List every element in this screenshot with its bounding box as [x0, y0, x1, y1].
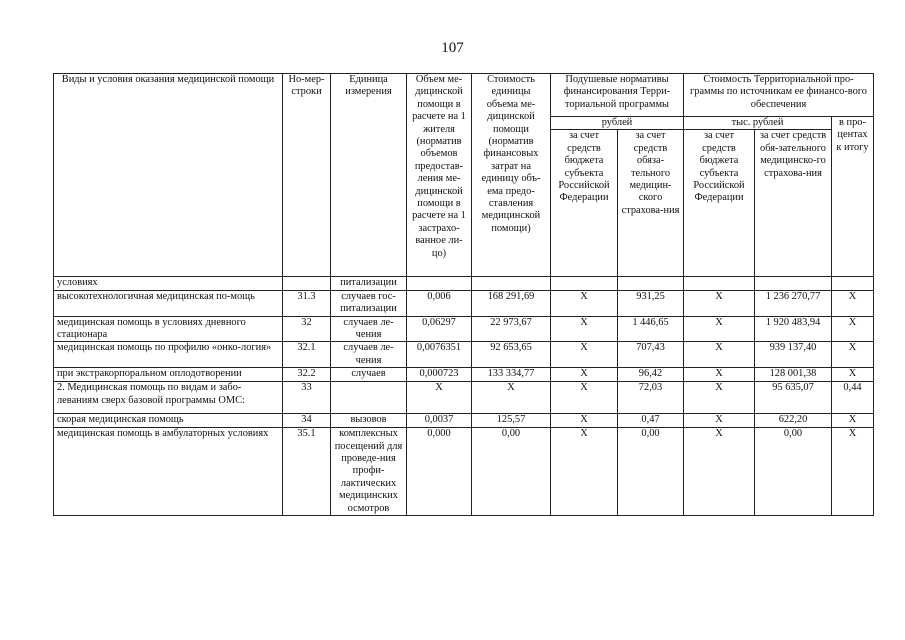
cell-percent: X: [832, 428, 874, 516]
cell-prc-oms: 95 635,07: [755, 382, 832, 414]
cell-percent: X: [832, 316, 874, 342]
cell-unit: питализации: [331, 277, 407, 290]
cell-cost: 22 973,67: [472, 316, 551, 342]
cell-pc-budget: X: [551, 414, 618, 428]
cell-volume: 0,000723: [407, 368, 472, 382]
cell-pc-budget: X: [551, 316, 618, 342]
header-volume: Объем ме-дицинской помощи в расчете на 1 жителя (норматив объемов предостав-ления ме-дицинской помощи в расчете на 1 застрахо-ванное ли-цо): [407, 74, 472, 277]
cell-cost: 92 653,65: [472, 342, 551, 368]
cell-kind: при экстракорпоральном оплодотворении: [54, 368, 283, 382]
cell-prc-budget: X: [684, 316, 755, 342]
cell-pc-oms: [618, 277, 684, 290]
cell-cost: 0,00: [472, 428, 551, 516]
cell-kind: высокотехнологичная медицинская по-мощь: [54, 290, 283, 316]
cell-prc-oms: 1 920 483,94: [755, 316, 832, 342]
cell-unit: случаев гос-питализации: [331, 290, 407, 316]
header-row-no: Но-мер-строки: [283, 74, 331, 277]
cell-cost: X: [472, 382, 551, 414]
table-row: [54, 290, 874, 316]
cell-kind: условиях: [54, 277, 283, 290]
cell-unit: случаев ле-чения: [331, 342, 407, 368]
cell-kind: медицинская помощь в условиях дневного стационара: [54, 316, 283, 342]
cell-percent: X: [832, 342, 874, 368]
cell-prc-oms: 0,00: [755, 428, 832, 516]
cell-no: 35.1: [283, 428, 331, 516]
cell-cost: [472, 277, 551, 290]
cell-pc-oms: 1 446,65: [618, 316, 684, 342]
cell-pc-oms: 0,47: [618, 414, 684, 428]
cell-prc-oms: 939 137,40: [755, 342, 832, 368]
page-number: 107: [441, 40, 464, 56]
cell-pc-oms: 707,43: [618, 342, 684, 368]
cell-prc-budget: X: [684, 368, 755, 382]
cell-percent: 0,44: [832, 382, 874, 414]
cell-percent: X: [832, 290, 874, 316]
cell-unit: комплексных посещений для проведе-ния профи-лактических медицинских осмотров: [331, 428, 407, 516]
cell-volume: 0,0076351: [407, 342, 472, 368]
table-row: [54, 342, 874, 368]
header-percent: в про-центах к итогу: [832, 117, 874, 277]
table-row: [54, 382, 874, 414]
cell-prc-budget: X: [684, 414, 755, 428]
cell-unit: случаев ле-чения: [331, 316, 407, 342]
cell-pc-budget: X: [551, 368, 618, 382]
cell-cost: 133 334,77: [472, 368, 551, 382]
cell-pc-budget: [551, 277, 618, 290]
header-pc-budget: за счет средств бюджета субъекта Российской Федерации: [551, 130, 618, 277]
cell-pc-budget: X: [551, 382, 618, 414]
cell-pc-oms: 931,25: [618, 290, 684, 316]
header-prc-oms: за счет средств обя-зательного медицинско-го страхова-ния: [755, 130, 832, 277]
cell-no: 32: [283, 316, 331, 342]
cell-volume: 0,06297: [407, 316, 472, 342]
cell-volume: 0,000: [407, 428, 472, 516]
cell-prc-oms: 1 236 270,77: [755, 290, 832, 316]
cell-percent: X: [832, 368, 874, 382]
cell-unit: [331, 382, 407, 414]
table-row: [54, 428, 874, 516]
header-prc-budget: за счет средств бюджета субъекта Российской Федерации: [684, 130, 755, 277]
cell-unit: вызовов: [331, 414, 407, 428]
cell-kind: медицинская помощь в амбулаторных условиях: [54, 428, 283, 516]
cell-pc-oms: 0,00: [618, 428, 684, 516]
table-row: [54, 316, 874, 342]
cell-volume: [407, 277, 472, 290]
cell-no: [283, 277, 331, 290]
header-pc-oms: за счет средств обяза-тельного медицин-ского страхова-ния: [618, 130, 684, 277]
table-row: [54, 414, 874, 428]
cell-volume: 0,0037: [407, 414, 472, 428]
cell-no: 34: [283, 414, 331, 428]
cell-prc-oms: 622,20: [755, 414, 832, 428]
cell-kind: медицинская помощь по профилю «онко-логия»: [54, 342, 283, 368]
table-row: [54, 368, 874, 382]
cell-no: 32.1: [283, 342, 331, 368]
cell-pc-budget: X: [551, 428, 618, 516]
cell-prc-oms: 128 001,38: [755, 368, 832, 382]
cell-no: 33: [283, 382, 331, 414]
cell-percent: X: [832, 414, 874, 428]
cell-prc-budget: X: [684, 290, 755, 316]
header-per-capita: Подушевые нормативы финансирования Терри-ториальной программы: [551, 74, 684, 117]
cell-pc-oms: 72,03: [618, 382, 684, 414]
cell-pc-budget: X: [551, 290, 618, 316]
cell-cost: 168 291,69: [472, 290, 551, 316]
cell-prc-oms: [755, 277, 832, 290]
cell-prc-budget: X: [684, 428, 755, 516]
cell-prc-budget: X: [684, 342, 755, 368]
cell-volume: X: [407, 382, 472, 414]
cell-percent: [832, 277, 874, 290]
header-kind: Виды и условия оказания медицинской помощи: [54, 74, 283, 277]
cell-no: 32.2: [283, 368, 331, 382]
header-per-capita-unit: рублей: [551, 117, 684, 130]
cell-kind: 2. Медицинская помощь по видам и забо-леваниям сверх базовой программы ОМС:: [54, 382, 283, 414]
header-row-1: [54, 74, 874, 117]
financing-table: [53, 73, 874, 516]
cell-no: 31.3: [283, 290, 331, 316]
cell-prc-budget: X: [684, 382, 755, 414]
cell-volume: 0,006: [407, 290, 472, 316]
cell-prc-budget: [684, 277, 755, 290]
cell-pc-oms: 96,42: [618, 368, 684, 382]
header-cost: Стоимость единицы объема ме-дицинской помощи (норматив финансовых затрат на единицу объ-ема предо-ставления медицинской помощи): [472, 74, 551, 277]
table-row: [54, 277, 874, 290]
cell-unit: случаев: [331, 368, 407, 382]
cell-kind: скорая медицинская помощь: [54, 414, 283, 428]
header-program-cost-unit: тыс. рублей: [684, 117, 832, 130]
header-program-cost: Стоимость Территориальной про-граммы по источникам ее финансо-вого обеспечения: [684, 74, 874, 117]
cell-pc-budget: X: [551, 342, 618, 368]
cell-cost: 125,57: [472, 414, 551, 428]
header-unit: Единица измерения: [331, 74, 407, 277]
